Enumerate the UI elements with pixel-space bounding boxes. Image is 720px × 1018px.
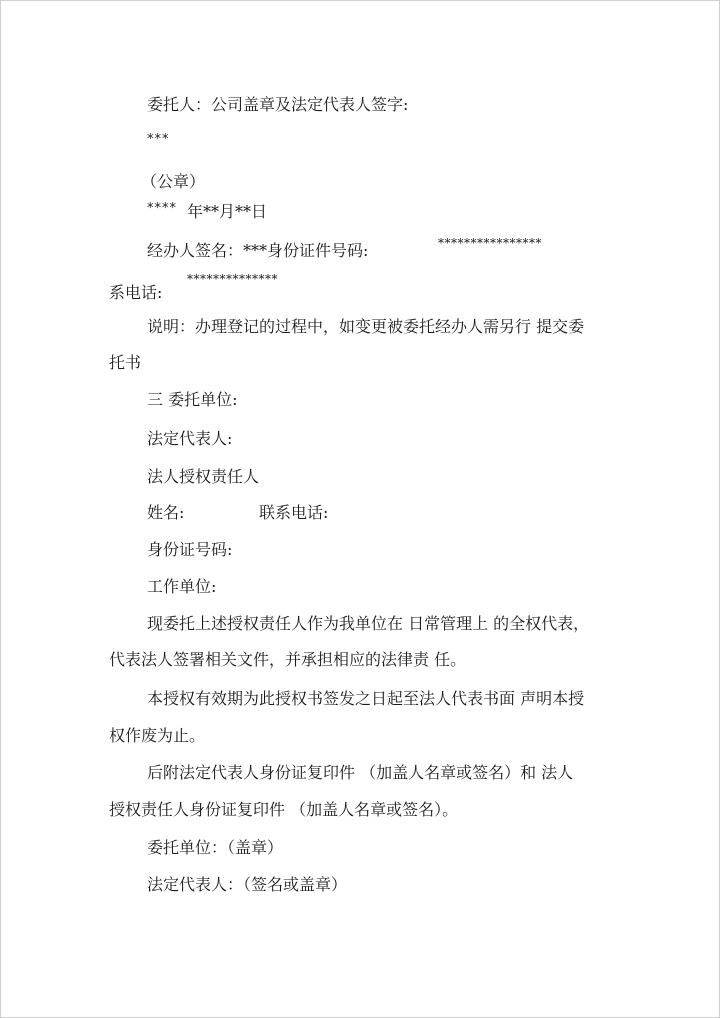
workplace-label: 工作单位: [147,577,217,596]
body-paragraph-1-line-2: 代表法人签署相关文件，并承担相应的法律责 任。 [109,650,467,669]
legal-representative-label: 法定代表人: [147,429,233,448]
principal-signature-line: 委托人：公司盖章及法定代表人签字: [147,95,409,114]
body-paragraph-3-line-1: 后附法定代表人身份证复印件 （加盖人名章或签名）和 法人 [147,763,574,782]
section-heading: 三 委托单位: [147,390,238,409]
id-number-label: 身份证号码: [147,540,233,559]
phone-label: 联系电话: [259,503,329,522]
body-paragraph-2-line-1: 本授权有效期为此授权书签发之日起至法人代表书面 声明本授 [147,689,585,708]
year-placeholder: **** [147,201,177,216]
contact-phone-label: 系电话: [109,283,163,302]
note-line-2: 托书 [109,353,142,372]
company-seal-label: （公章） [141,172,206,191]
id-number-placeholder: **************** [438,236,542,250]
name-label: 姓名: [147,503,185,522]
entrusting-unit-seal-line: 委托单位：（盖章） [147,838,284,857]
phone-number-placeholder: ************** [187,272,278,286]
principal-name-placeholder: *** [147,132,170,147]
note-line-1: 说明：办理登记的过程中，如变更被委托经办人需另行 提交委 [147,317,585,336]
agent-signature-line: 经办人签名：***身份证件号码: [147,241,369,260]
legal-representative-signature-line: 法定代表人：（签名或盖章） [147,875,348,894]
body-paragraph-1-line-1: 现委托上述授权责任人作为我单位在 日常管理上 的全权代表， [147,614,590,633]
authorized-person-label: 法人授权责任人 [147,467,260,486]
body-paragraph-2-line-2: 权作废为止。 [109,726,206,745]
body-paragraph-3-line-2: 授权责任人身份证复印件 （加盖人名章或签名）。 [109,800,459,819]
date-line: 年**月**日 [187,202,268,221]
